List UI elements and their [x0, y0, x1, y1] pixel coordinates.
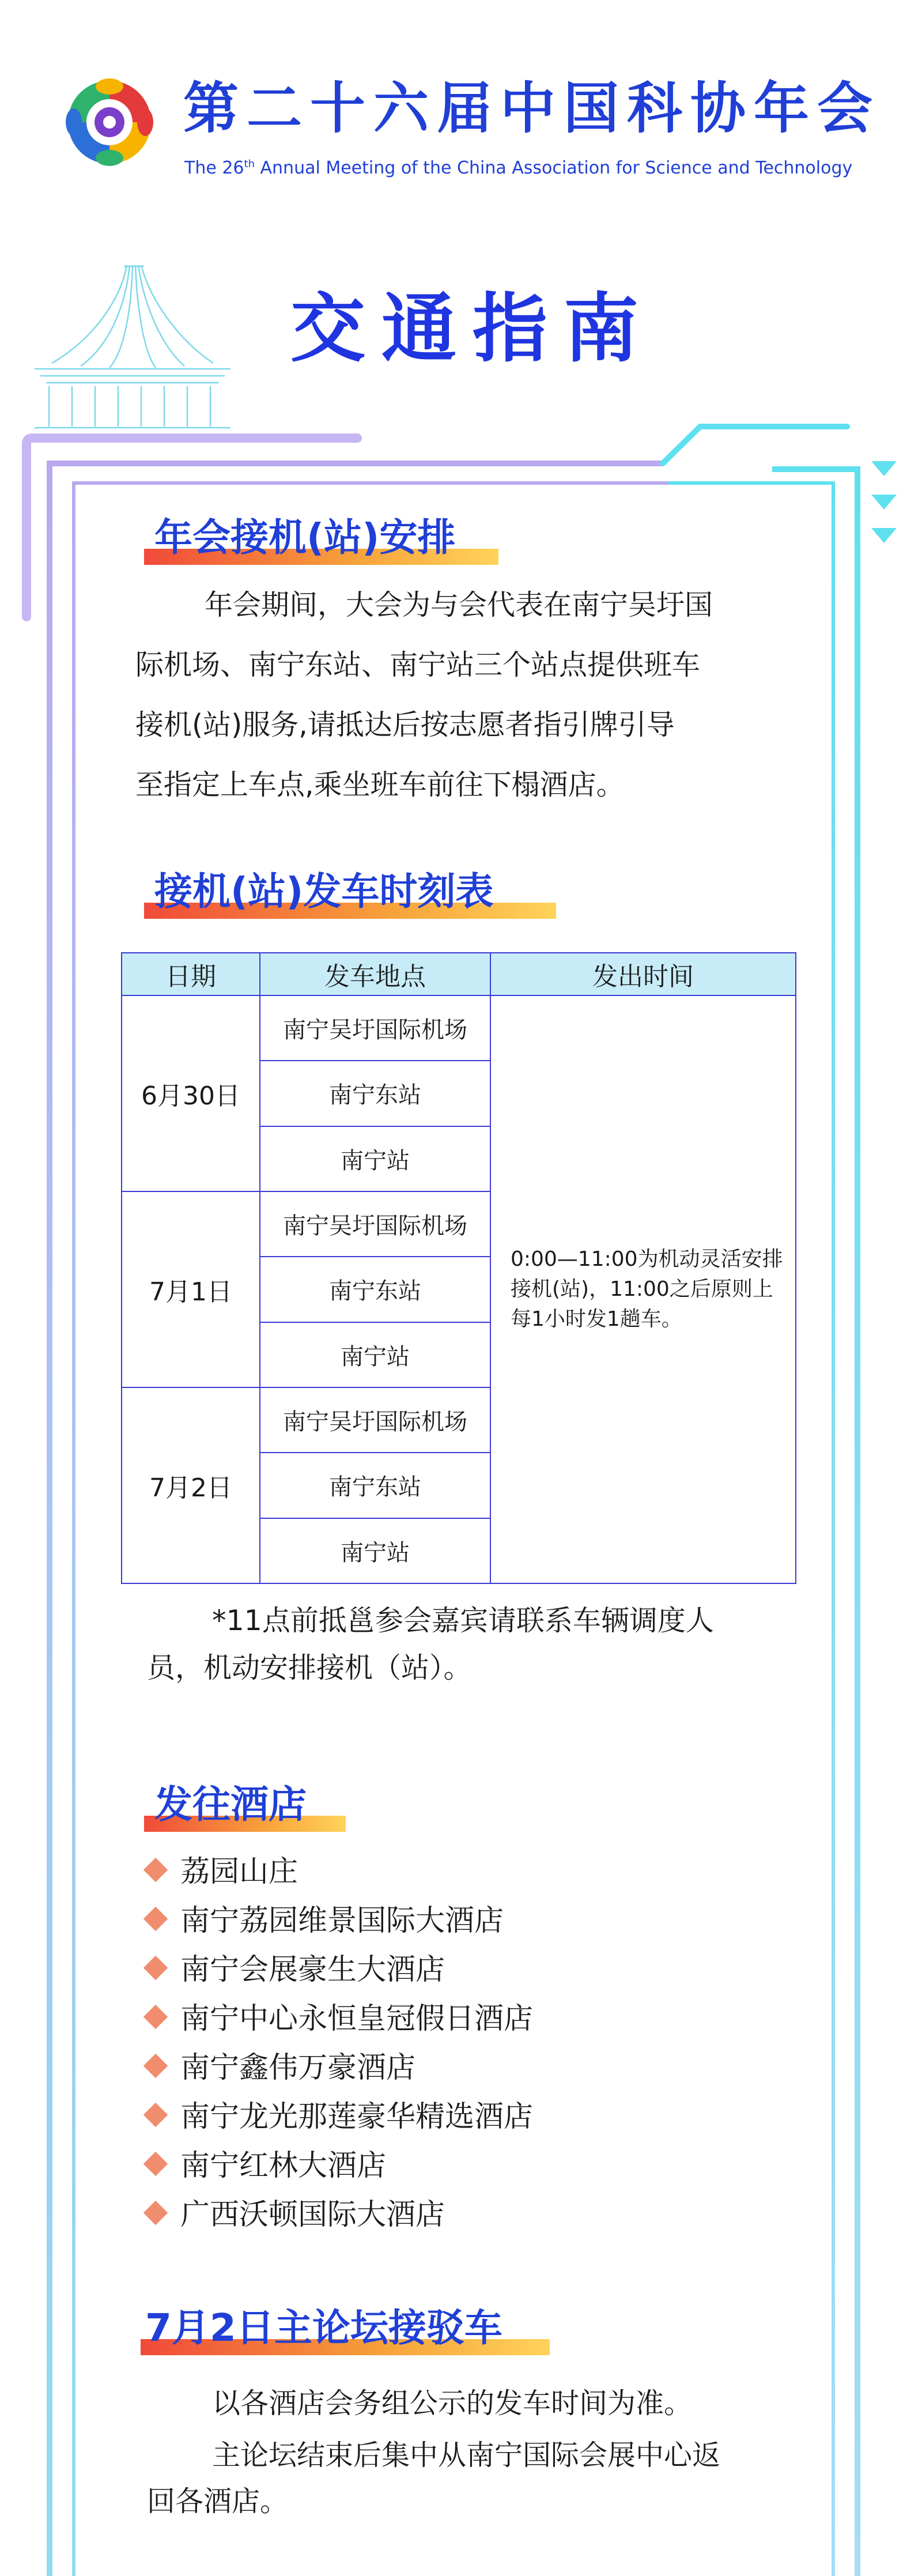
schedule-heading: 接机(站)发车时刻表 — [154, 869, 494, 914]
column-header-place: 发车地点 — [260, 953, 490, 995]
list-item: 南宁荔园维景国际大酒店 — [147, 1906, 504, 1936]
list-item: 南宁中心永恒皇冠假日酒店 — [147, 2004, 533, 2034]
place-cell: 南宁吴圩国际机场 — [260, 1387, 490, 1453]
shuttle-line: 回各酒店。 — [147, 2485, 289, 2518]
diamond-bullet-icon — [143, 1858, 168, 1882]
pickup-line: 际机场、南宁东站、南宁站三个站点提供班车 — [135, 648, 701, 681]
pickup-line: 接机(站)服务,请抵达后按志愿者指引牌引导 — [135, 708, 675, 741]
column-header-date: 日期 — [122, 953, 260, 995]
diamond-bullet-icon — [143, 1956, 168, 1980]
shuttle-line: 以各酒店会务组公示的发车时间为准。 — [212, 2387, 693, 2420]
date-cell: 7月1日 — [122, 1191, 260, 1387]
column-header-time: 发出时间 — [490, 953, 796, 995]
place-cell: 南宁吴圩国际机场 — [260, 995, 490, 1061]
list-item: 荔园山庄 — [147, 1857, 298, 1887]
shuttle-line: 主论坛结束后集中从南宁国际会展中心返 — [212, 2439, 721, 2472]
place-cell: 南宁东站 — [260, 1257, 490, 1322]
page-title: 交通指南 — [290, 285, 655, 372]
pickup-line: 至指定上车点,乘坐班车前往下榻酒店。 — [135, 768, 625, 801]
place-cell: 南宁站 — [260, 1322, 490, 1387]
pickup-line: 年会期间，大会为与会代表在南宁吴圩国 — [205, 589, 713, 621]
list-item: 南宁龙光那莲豪华精选酒店 — [147, 2102, 533, 2132]
place-cell: 南宁站 — [260, 1518, 490, 1583]
diamond-bullet-icon — [143, 2103, 168, 2127]
diamond-bullet-icon — [143, 2201, 168, 2225]
pickup-heading: 年会接机(站)安排 — [154, 515, 456, 560]
place-cell: 南宁东站 — [260, 1061, 490, 1126]
hotels-heading: 发往酒店 — [154, 1782, 307, 1827]
schedule-footnote: 员，机动安排接机（站）。 — [147, 1651, 472, 1684]
shuttle-heading: 7月2日主论坛接驳车 — [145, 2306, 502, 2350]
list-item: 南宁红林大酒店 — [147, 2151, 386, 2181]
diamond-bullet-icon — [143, 1907, 168, 1931]
diamond-bullet-icon — [143, 2005, 168, 2029]
place-cell: 南宁东站 — [260, 1453, 490, 1518]
diamond-bullet-icon — [143, 2152, 168, 2176]
date-cell: 6月30日 — [122, 995, 260, 1191]
schedule-footnote: *11点前抵邕参会嘉宾请联系车辆调度人 — [212, 1604, 714, 1637]
place-cell: 南宁站 — [260, 1126, 490, 1191]
event-subtitle: The 26th Annual Meeting of the China Association for Science and Technology — [184, 158, 853, 178]
place-cell: 南宁吴圩国际机场 — [260, 1191, 490, 1257]
diamond-bullet-icon — [143, 2054, 168, 2078]
time-note-cell: 0:00—11:00为机动灵活安排接机(站)，11:00之后原则上每1小时发1趟车。 — [490, 995, 796, 1583]
schedule-table — [121, 952, 796, 1584]
event-title: 第二十六届中国科协年会 — [183, 76, 881, 141]
list-item: 南宁鑫伟万豪酒店 — [147, 2053, 415, 2083]
table-header-row — [122, 953, 796, 995]
table-row — [122, 995, 796, 1061]
list-item: 广西沃顿国际大酒店 — [147, 2200, 445, 2230]
date-cell: 7月2日 — [122, 1387, 260, 1583]
list-item: 南宁会展豪生大酒店 — [147, 1955, 445, 1985]
